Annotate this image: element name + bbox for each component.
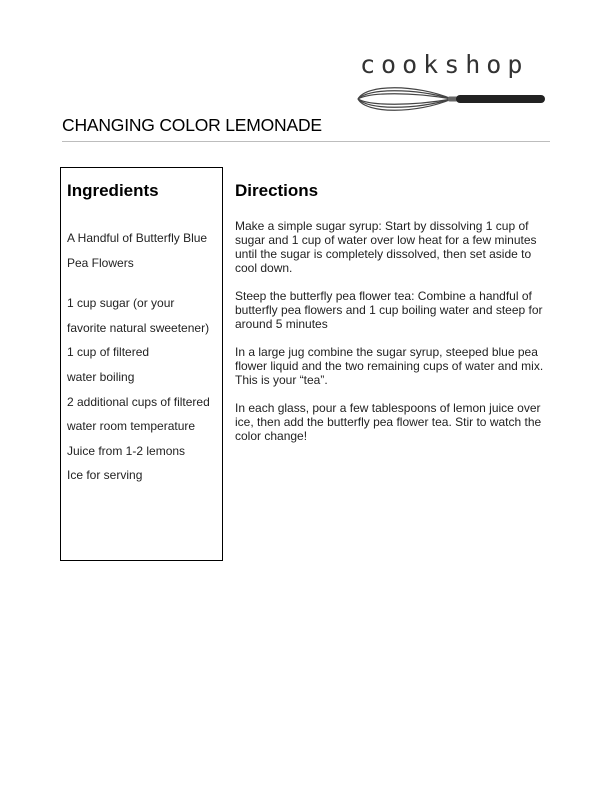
- ingredients-list: [67, 229, 219, 491]
- directions-heading: Directions: [235, 181, 319, 200]
- direction-step: Make a simple sugar syrup: Start by dissolving 1 cup of sugar and 1 cup of water over low heat for a few minutes until the sugar is completely dissolved, then set aside to cool down.: [235, 219, 537, 275]
- ingredient-line: water boiling: [67, 369, 135, 384]
- ingredient-spacer: [67, 278, 219, 294]
- whisk-icon: [356, 82, 548, 118]
- ingredient-line: Juice from 1-2 lemons: [67, 443, 186, 458]
- direction-step: In a large jug combine the sugar syrup, steeped blue pea flower liquid and the two remaining cups of water and mix. This is your “tea”.: [235, 345, 544, 387]
- ingredients-heading: Ingredients: [67, 181, 159, 200]
- direction-step: In each glass, pour a few tablespoons of lemon juice over ice, then add the butterfly pea flower tea. Stir to watch the color change!: [235, 401, 542, 443]
- ingredient-line: 1 cup of filtered: [67, 345, 150, 360]
- ingredient-line: water room temperature: [67, 419, 196, 434]
- ingredient-line: favorite natural sweetener): [67, 320, 210, 335]
- ingredient-line: Ice for serving: [67, 468, 143, 483]
- title-divider: [62, 141, 550, 142]
- directions-list: [235, 219, 550, 457]
- ingredient-line: 2 additional cups of filtered: [67, 394, 210, 409]
- ingredient-line: A Handful of Butterfly Blue: [67, 231, 208, 245]
- ingredient-line: Pea Flowers: [67, 255, 134, 270]
- brand-logo-text: cookshop: [360, 50, 529, 79]
- recipe-title: CHANGING COLOR LEMONADE: [62, 115, 322, 135]
- direction-step: Steep the butterfly pea flower tea: Combine a handful of butterfly pea flowers and 1 cup boiling water and steep for around 5 minutes: [235, 289, 543, 331]
- ingredient-line: 1 cup sugar (or your: [67, 296, 175, 311]
